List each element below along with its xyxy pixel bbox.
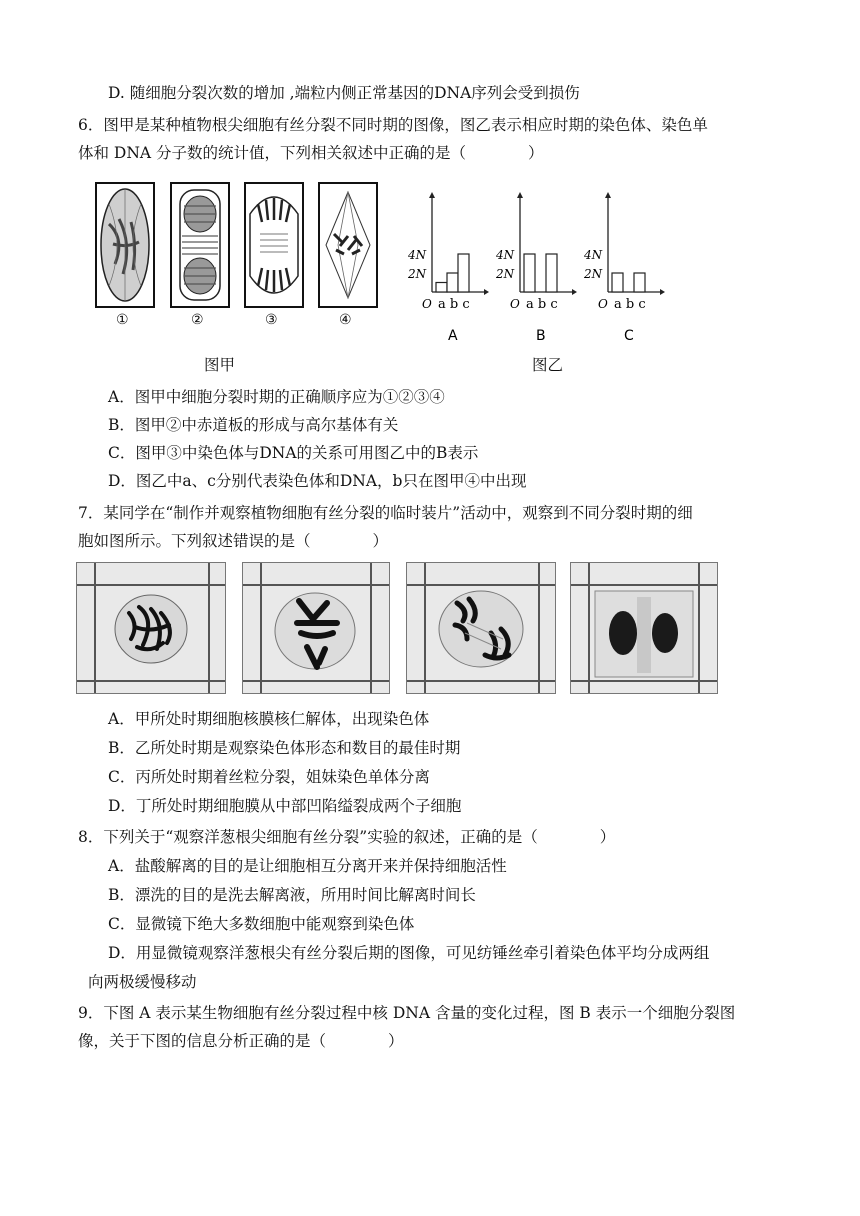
- cell-image-4: [318, 182, 378, 308]
- bar-B-a: [524, 254, 535, 292]
- cell-label-1: ①: [116, 312, 129, 328]
- figure-yi-caption: 图乙: [532, 356, 564, 374]
- q8-stem: 8．下列关于“观察洋葱根尖细胞有丝分裂”实验的叙述，正确的是（ ）: [78, 828, 616, 846]
- q6-option-b: B．图甲②中赤道板的形成与高尔基体有关: [108, 416, 399, 434]
- bar-C-a: [612, 273, 623, 292]
- y-arrow-B: [517, 192, 523, 198]
- q7-stem-line2: 胞如图所示。下列叙述错误的是（ ）: [78, 532, 389, 550]
- x-labels-B: a b c: [526, 297, 558, 312]
- q7-option-a: A．甲所处时期细胞核膜核仁解体，出现染色体: [108, 710, 430, 728]
- cell-image-3: [244, 182, 304, 308]
- q8-option-c: C．显微镜下绝大多数细胞中能观察到染色体: [108, 915, 415, 933]
- cell-label-4: ④: [339, 312, 352, 328]
- x-arrow-A: [484, 289, 489, 295]
- micrograph-jia: [76, 562, 226, 694]
- origin-label-A: O: [422, 297, 432, 311]
- micrograph-ding: [570, 562, 718, 694]
- q8-option-b: B．漂洗的目的是洗去解离液，所用时间比解离时间长: [108, 886, 476, 904]
- y-tick-label-C-1: 2N: [584, 267, 603, 281]
- y-tick-label-C-0: 4N: [584, 248, 603, 262]
- cell-image-1: [95, 182, 155, 308]
- bar-A-a: [436, 283, 447, 293]
- q8-option-a: A．盐酸解离的目的是让细胞相互分离开来并保持细胞活性: [108, 857, 507, 875]
- q7-option-d: D．丁所处时期细胞膜从中部凹陷缢裂成两个子细胞: [108, 797, 462, 815]
- bar-A-b: [447, 273, 458, 292]
- y-tick-label-A-0: 4N: [408, 248, 427, 262]
- q9-stem-line1: 9．下图 A 表示某生物细胞有丝分裂过程中核 DNA 含量的变化过程，图 B 表示一个细胞分裂图: [78, 1004, 736, 1022]
- figure-jia-caption: 图甲: [204, 356, 236, 374]
- y-tick-label-A-1: 2N: [408, 267, 427, 281]
- origin-label-C: O: [598, 297, 608, 311]
- cell-label-3: ③: [265, 312, 278, 328]
- y-tick-label-B-1: 2N: [496, 267, 515, 281]
- q6-stem-line2: 体和 DNA 分子数的统计值，下列相关叙述中正确的是（ ）: [78, 144, 544, 162]
- q6-option-d: D．图乙中a、c分别代表染色体和DNA，b只在图甲④中出现: [108, 472, 527, 490]
- x-arrow-B: [572, 289, 577, 295]
- y-arrow-A: [429, 192, 435, 198]
- q5-option-d: D. 随细胞分裂次数的增加 ,端粒内侧正常基因的DNA序列会受到损伤: [108, 84, 580, 102]
- figure-jia: [90, 178, 390, 358]
- panel-label-C: C: [624, 328, 634, 344]
- y-arrow-C: [605, 192, 611, 198]
- x-labels-C: a b c: [614, 297, 646, 312]
- q6-stem-line1: 6．图甲是某种植物根尖细胞有丝分裂不同时期的图像，图乙表示相应时期的染色体、染色单: [78, 116, 708, 134]
- figure-yi: [400, 186, 680, 356]
- q7-option-c: C．丙所处时期着丝粒分裂，姐妹染色单体分离: [108, 768, 430, 786]
- panel-label-A: A: [448, 328, 458, 344]
- q8-option-d-continued: 向两极缓慢移动: [88, 973, 197, 991]
- x-arrow-C: [660, 289, 665, 295]
- q8-option-d: D．用显微镜观察洋葱根尖有丝分裂后期的图像，可见纺锤丝牵引着染色体平均分成两组: [108, 944, 710, 962]
- bar-B-c: [546, 254, 557, 292]
- y-tick-label-B-0: 4N: [496, 248, 515, 262]
- origin-label-B: O: [510, 297, 520, 311]
- q6-option-a: A．图甲中细胞分裂时期的正确顺序应为①②③④: [108, 388, 445, 406]
- cell-label-2: ②: [191, 312, 204, 328]
- cell-image-2: [170, 182, 230, 308]
- x-labels-A: a b c: [438, 297, 470, 312]
- bar-A-c: [458, 254, 469, 292]
- micrograph-yi: [242, 562, 390, 694]
- q9-stem-line2: 像，关于下图的信息分析正确的是（ ）: [78, 1032, 404, 1050]
- panel-label-B: B: [536, 328, 546, 344]
- q7-stem-line1: 7．某同学在“制作并观察植物细胞有丝分裂的临时装片”活动中，观察到不同分裂时期的细: [78, 504, 693, 522]
- micrograph-bing: [406, 562, 556, 694]
- q7-option-b: B．乙所处时期是观察染色体形态和数目的最佳时期: [108, 739, 461, 757]
- bar-C-c: [634, 273, 645, 292]
- q6-option-c: C．图甲③中染色体与DNA的关系可用图乙中的B表示: [108, 444, 479, 462]
